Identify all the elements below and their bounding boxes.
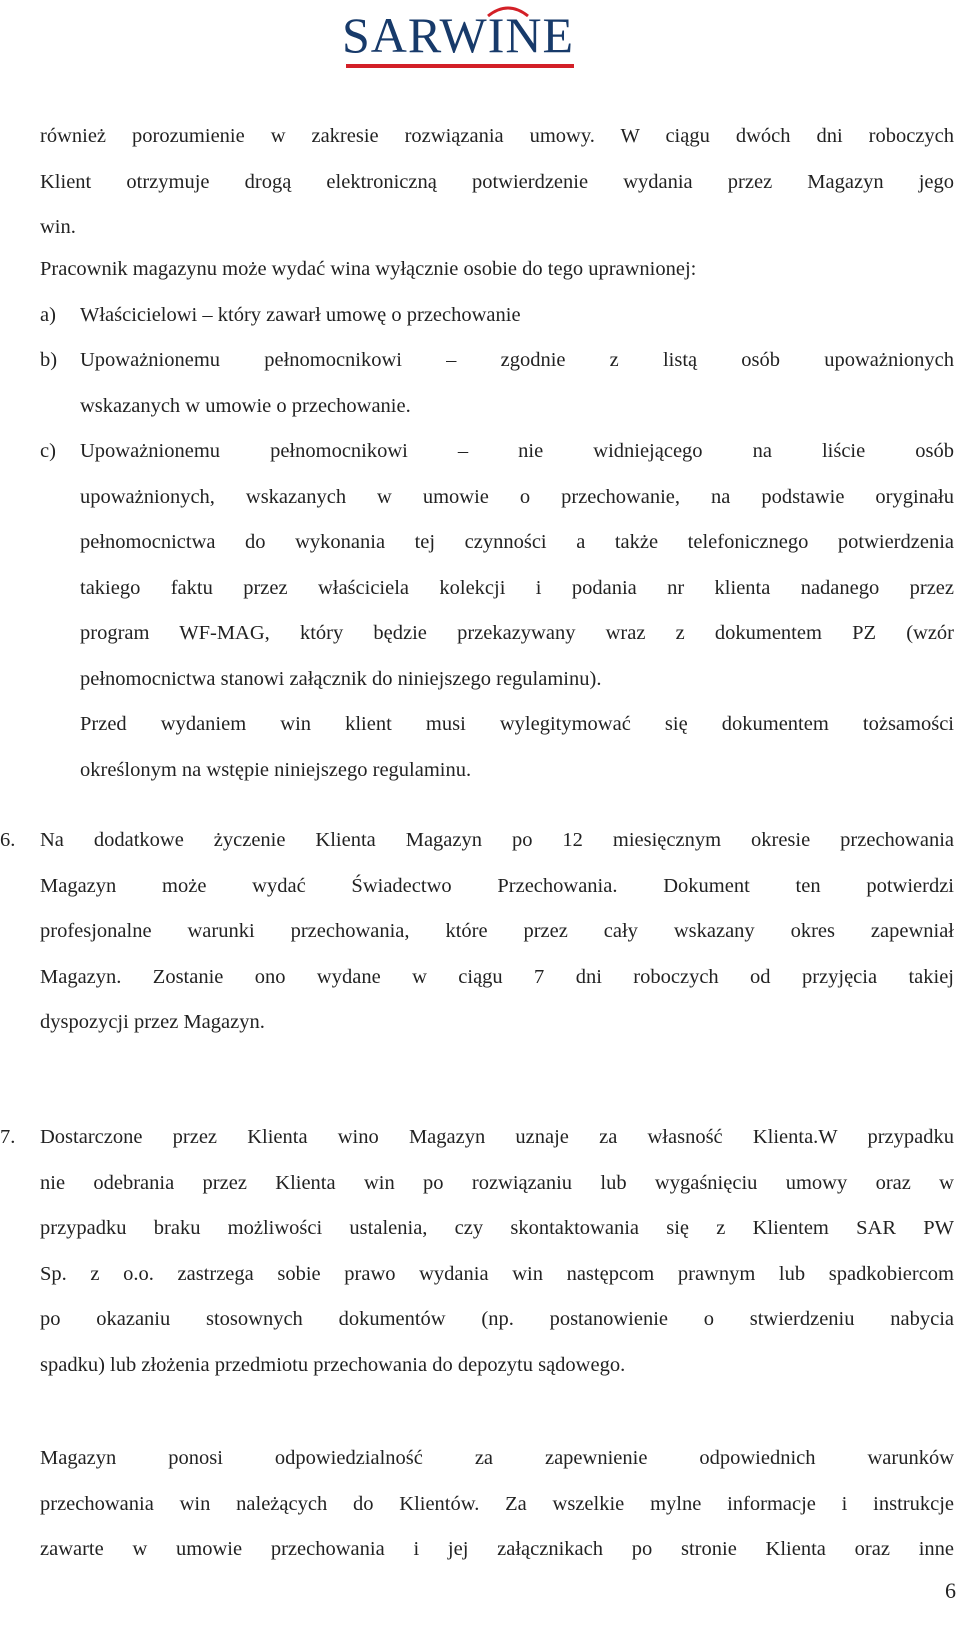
section-text: Magazyn. Zostanie ono wydane w ciągu 7 dni roboczych od przyjęcia takiej — [40, 965, 954, 988]
list-item-a — [40, 293, 954, 339]
section-text: Na dodatkowe życzenie Klienta Magazyn po 12 miesięcznym okresie przechowania — [40, 829, 954, 851]
section-text: Sp. z o.o. zastrzega sobie prawo wydania win następcom prawnym lub spadkobiercom — [40, 1262, 954, 1285]
text-line: win. — [40, 216, 76, 238]
list-text: Przed wydaniem win klient musi wylegitymować się dokumentem tożsamości — [80, 713, 954, 735]
page-number: 6 — [945, 1578, 956, 1603]
logo-arc-icon — [486, 4, 530, 18]
section-number: 6. — [0, 829, 16, 851]
list-text: program WF-MAG, który będzie przekazywany wraz z dokumentem PZ (wzór — [80, 622, 954, 644]
logo-underline — [346, 64, 574, 68]
list-text: takiego faktu przez właściciela kolekcji i podania nr klienta nadanego przez — [80, 576, 954, 599]
list-text: pełnomocnictwa do wykonania tej czynności a także telefonicznego potwierdzenia — [80, 531, 954, 553]
logo-wordmark: SARWINE — [342, 7, 574, 63]
section-text: profesjonalne warunki przechowania, które przez cały wskazany okres zapewniał — [40, 920, 954, 942]
text-line: również porozumienie w zakresie rozwiązania umowy. W ciągu dwóch dni roboczych — [40, 125, 954, 147]
sarwine-logo — [336, 6, 580, 64]
section-text: po okazaniu stosownych dokumentów (np. postanowienie o stwierdzeniu nabycia — [40, 1308, 954, 1330]
section-line — [0, 1115, 954, 1161]
section-text: spadku) lub złożenia przedmiotu przechowania do depozytu sądowego. — [40, 1353, 626, 1376]
section-text: nie odebrania przez Klienta win po rozwiązaniu lub wygaśnięciu umowy oraz w — [40, 1171, 954, 1194]
text-line: Klient otrzymuje drogą elektroniczną potwierdzenie wydania przez Magazyn jego — [40, 170, 954, 193]
list-label: b) — [40, 349, 58, 371]
text-line: Magazyn ponosi odpowiedzialność za zapewnienie odpowiednich warunków — [40, 1447, 954, 1469]
list-text: Właścicielowi – który zawarł umowę o przechowanie — [80, 303, 521, 326]
section-text: przypadku braku możliwości ustalenia, czy skontaktowania się z Klientem SAR PW — [40, 1217, 954, 1239]
section-text: dyspozycji przez Magazyn. — [40, 1011, 265, 1033]
list-item-c — [40, 429, 954, 475]
list-text: określonym na wstępie niniejszego regulaminu. — [80, 758, 472, 781]
list-text: Upoważnionemu pełnomocnikowi – nie widniejącego na liście osób — [80, 440, 954, 462]
text-line: przechowania win należących do Klientów. Za wszelkie mylne informacje i instrukcje — [40, 1492, 954, 1515]
section-text: Dostarczone przez Klienta wino Magazyn uznaje za własność Klienta.W przypadku — [40, 1126, 954, 1148]
list-item-b — [40, 338, 954, 384]
text-line: zawarte w umowie przechowania i jej załącznikach po stronie Klienta oraz inne — [40, 1538, 954, 1560]
list-text: Upoważnionemu pełnomocnikowi – zgodnie z listą osób upoważnionych — [80, 349, 954, 371]
text-line: Pracownik magazynu może wydać wina wyłącznie osobie do tego uprawnionej: — [40, 258, 697, 280]
liability-paragraph — [40, 1436, 954, 1573]
section-6 — [0, 818, 954, 1046]
section-line — [0, 818, 954, 864]
paragraph-continued — [40, 114, 954, 251]
section-number: 7. — [0, 1126, 16, 1148]
list-text: pełnomocnictwa stanowi załącznik do niniejszego regulaminu). — [80, 667, 602, 690]
release-rules — [40, 247, 954, 793]
list-label: a) — [40, 303, 56, 326]
list-text: wskazanych w umowie o przechowanie. — [80, 394, 411, 417]
list-label: c) — [40, 440, 56, 462]
section-7 — [0, 1115, 954, 1388]
section-text: Magazyn może wydać Świadectwo Przechowania. Dokument ten potwierdzi — [40, 874, 954, 897]
list-text: upoważnionych, wskazanych w umowie o przechowanie, na podstawie oryginału — [80, 485, 954, 508]
